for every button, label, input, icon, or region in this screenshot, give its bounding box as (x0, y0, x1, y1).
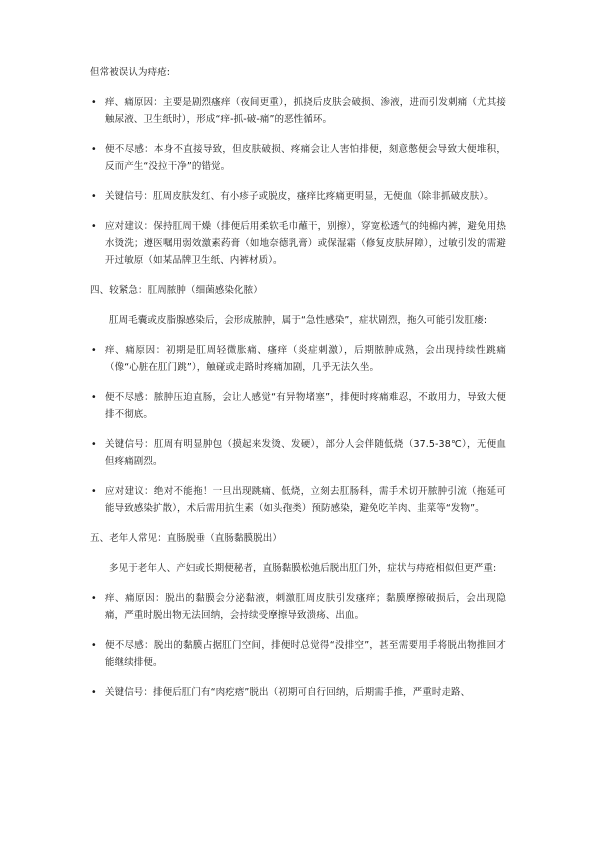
list-item-text: 便不尽感：脱出的黏膜占据肛门空间，排便时总觉得“没排空”，甚至需要用手将脱出物推回才能继续排便。 (105, 640, 506, 668)
list-item-text: 应对建议：绝对不能拖！一旦出现跳痛、低烧，立刻去肛肠科，需手术切开脓肿引流（拖延可能导致感染扩散），术后需用抗生素（如头孢类）预防感染，避免吃羊肉、韭菜等“发物”。 (105, 486, 506, 514)
list-item-text: 关键信号：肛周有明显肿包（摸起来发烫、发硬），部分人会伴随低烧（37.5-38℃），无便血但疼痛剧烈。 (105, 439, 506, 467)
bullet-icon: • (91, 144, 97, 155)
bullet-icon: • (91, 191, 97, 202)
list-item (90, 342, 506, 376)
list-item (90, 188, 506, 205)
intro-paragraph: 但常被误认为痔疮: (90, 67, 171, 78)
section-intro-paragraph: 肛周毛囊或皮脂腺感染后，会形成脓肿，属于“急性感染”，症状剧烈，拖久可能引发肛瘘: (109, 315, 488, 326)
bullet-icon: • (91, 345, 97, 356)
list-item-text: 痒、痛原因：脱出的黏膜会分泌黏液，刺激肛周皮肤引发瘙痒；黏膜摩擦破损后，会出现隐痛，严重时脱出物无法回纳，会持续受摩擦导致溃疡、出血。 (105, 593, 506, 621)
list-item (90, 94, 506, 128)
list-item (90, 637, 506, 671)
bullet-icon: • (91, 593, 97, 604)
list-item-text: 痒、痛原因：主要是剧烈瘙痒（夜间更重），抓挠后皮肤会破损、渗液，进而引发刺痛（尤其接触尿液、卫生纸时），形成“痒-抓-破-痛”的恶性循环。 (105, 97, 506, 125)
list-item-text: 便不尽感：脓肿压迫直肠，会让人感觉“有异物堵塞”，排便时疼痛难忍，不敢用力，导致大便排不彻底。 (105, 392, 506, 420)
list-item-text: 关键信号：肛周皮肤发红、有小疹子或脱皮，瘙痒比疼痛更明显，无便血（除非抓破皮肤）。 (105, 191, 494, 202)
list-item (90, 483, 506, 517)
section-intro-paragraph: 多见于老年人、产妇或长期便秘者，直肠黏膜松弛后脱出肛门外，症状与痔疮相似但更严重: (109, 563, 497, 574)
bullet-icon: • (91, 486, 97, 497)
section-heading: 四、较紧急：肛周脓肿（细菌感染化脓） (90, 285, 263, 296)
list-item (90, 590, 506, 624)
bullet-icon: • (91, 221, 97, 232)
list-item (90, 389, 506, 423)
bullet-icon: • (91, 687, 97, 698)
bullet-icon: • (91, 640, 97, 651)
bullet-icon: • (91, 392, 97, 403)
bullet-icon: • (91, 97, 97, 108)
list-item (90, 684, 506, 701)
list-item-text: 便不尽感：本身不直接导致，但皮肤破损、疼痛会让人害怕排便，刻意憋便会导致大便堆积，反而产生“没拉干净”的错觉。 (105, 144, 506, 172)
list-item (90, 436, 506, 470)
list-item-text: 痒、痛原因：初期是肛周轻微胀痛、瘙痒（炎症刺激），后期脓肿成熟，会出现持续性跳痛（像“心脏在肛门跳”），触碰或走路时疼痛加剧，几乎无法久坐。 (105, 345, 506, 373)
list-item-text: 关键信号：排便后肛门有“肉疙瘩”脱出（初期可自行回纳，后期需手推，严重时走路、 (105, 687, 471, 698)
list-item-text: 应对建议：保持肛周干燥（排便后用柔软毛巾蘸干，别擦），穿宽松透气的纯棉内裤，避免用热水烫洗；遵医嘱用弱效激素药膏（如地奈德乳膏）或保湿霜（修复皮肤屏障），过敏引发的需避开过敏原（如某品牌卫生纸、内裤材质）。 (105, 221, 506, 266)
document-body (90, 64, 506, 701)
bullet-icon: • (91, 439, 97, 450)
list-item (90, 218, 506, 269)
list-item (90, 141, 506, 175)
section-heading: 五、老年人常见：直肠脱垂（直肠黏膜脱出） (90, 533, 283, 544)
